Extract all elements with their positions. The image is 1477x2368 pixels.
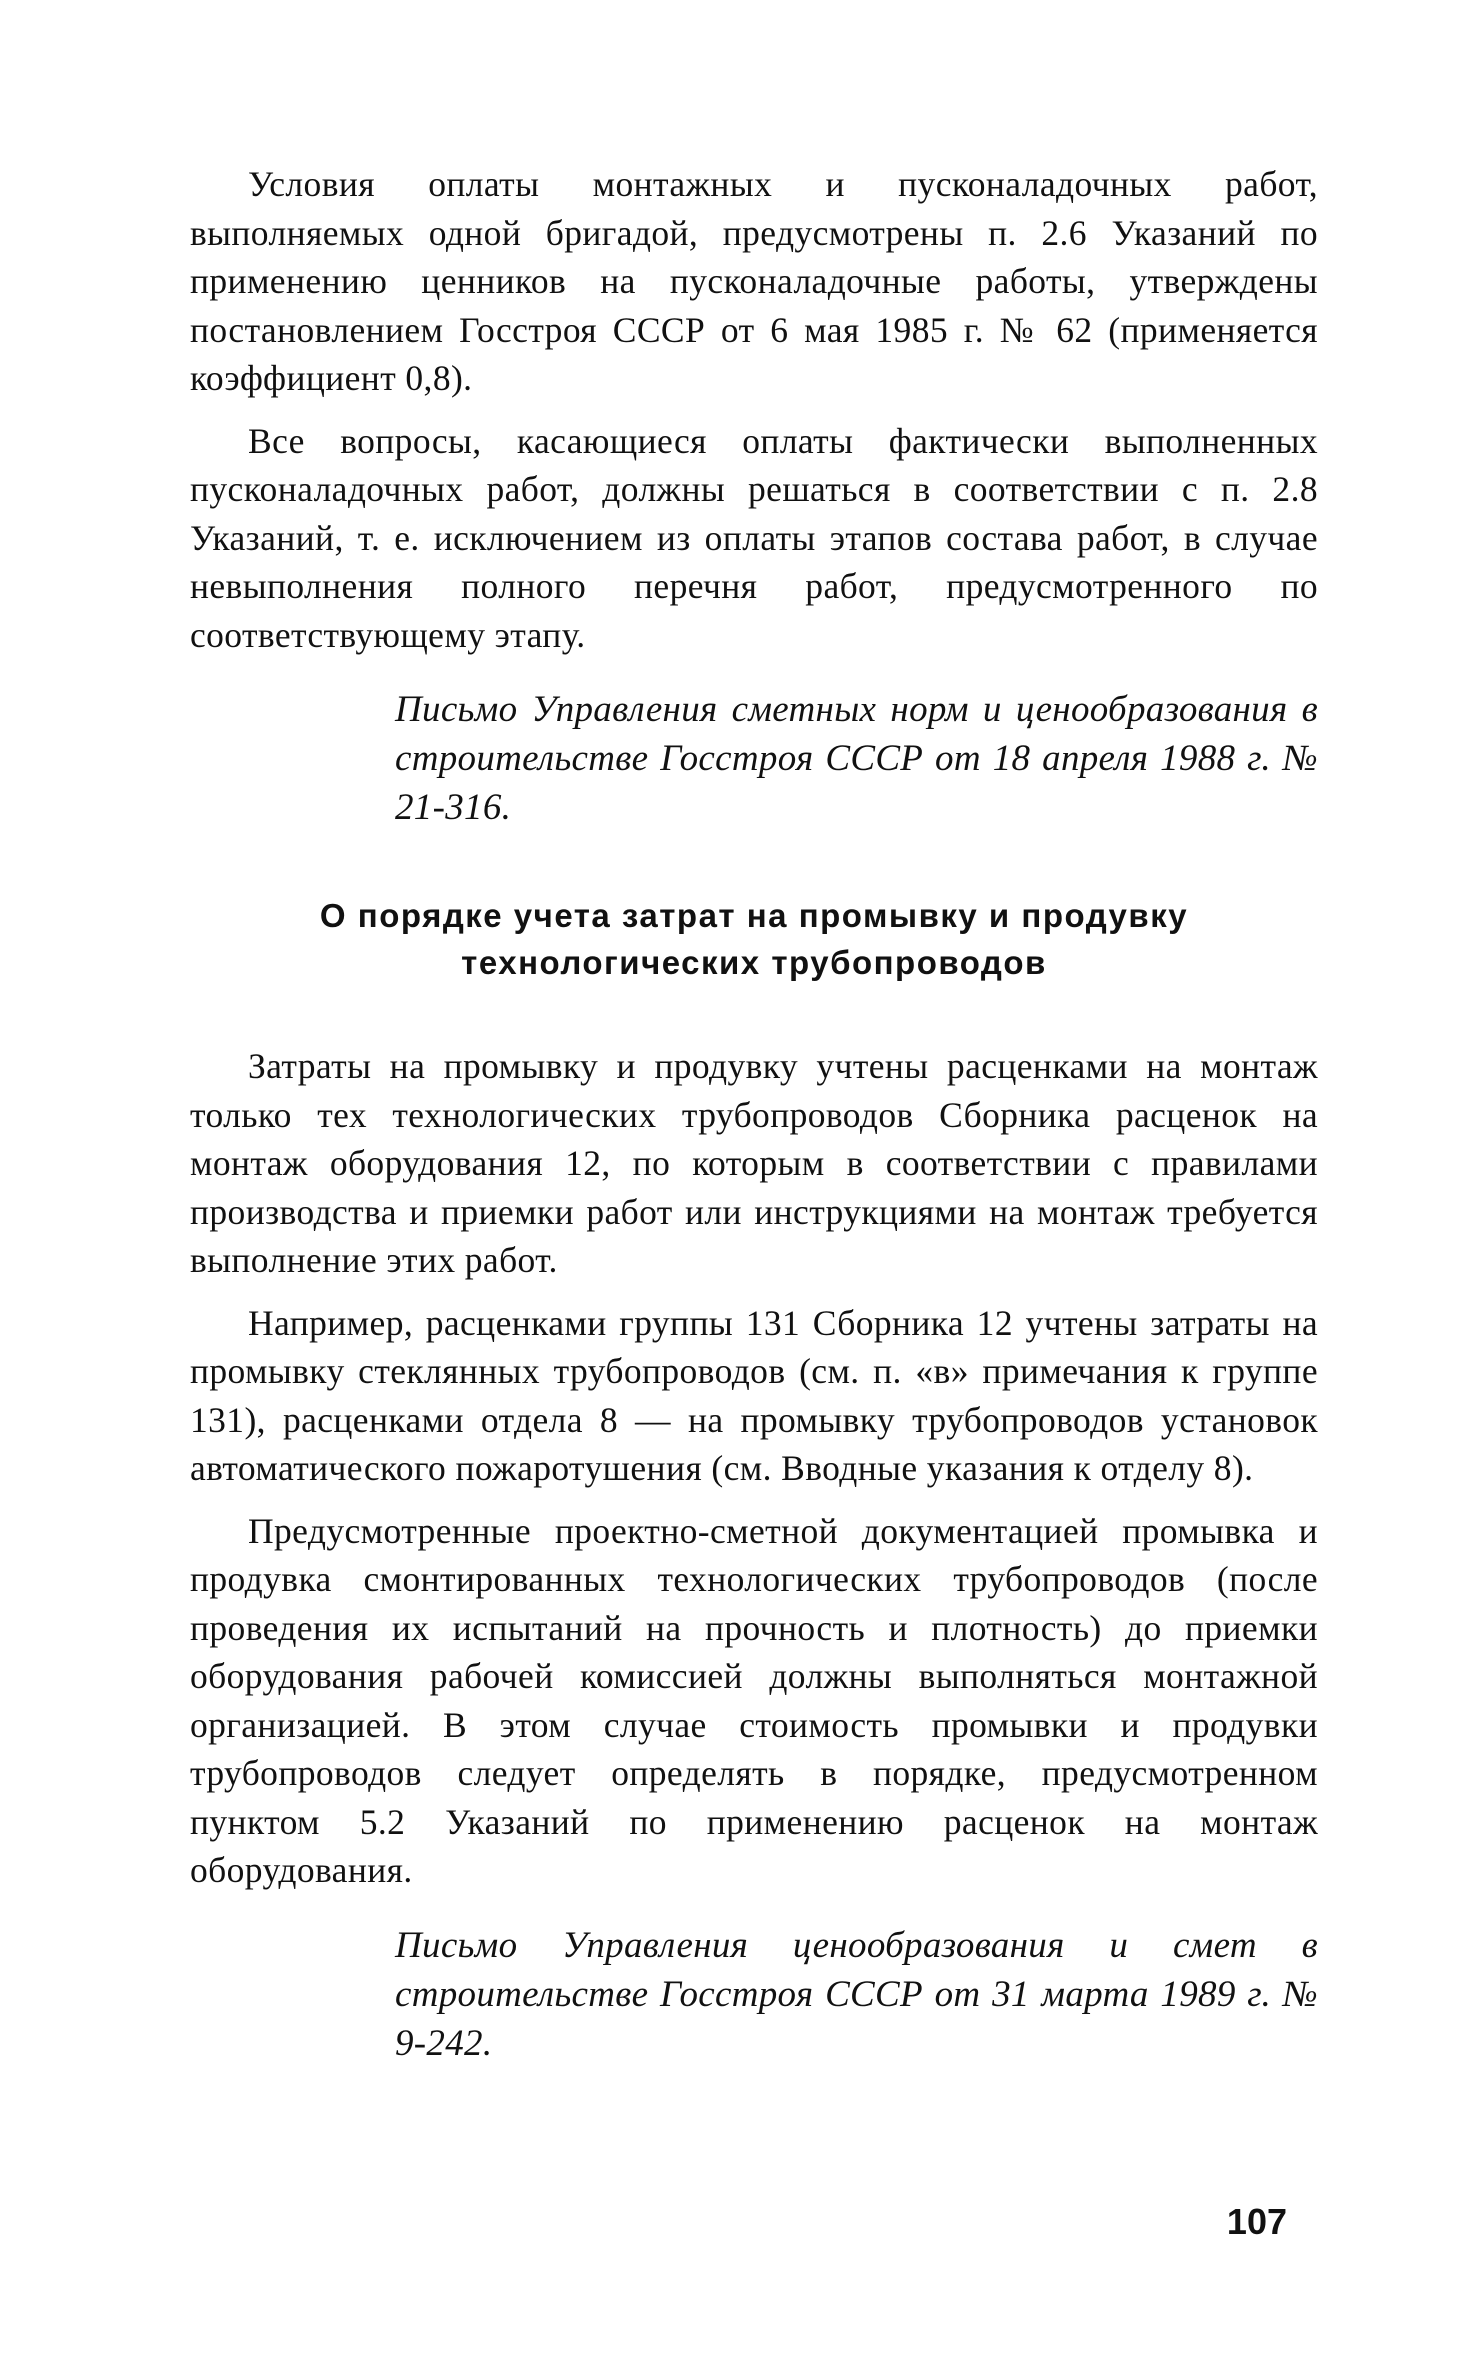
body-paragraph: Условия оплаты монтажных и пусконаладочных работ, выполняемых одной бригадой, предусмотрены п. 2.6 Указаний по применению ценников на пусконаладочные работы, утверждены постановлением Госстроя СССР от 6 мая 1985 г. № 62 (применяется коэффициент 0,8). (190, 164, 1318, 398)
page-number: 107 (1226, 2201, 1287, 2242)
body-paragraph: Затраты на промывку и продувку учтены расценками на монтаж только тех технологических трубопроводов Сборника расценок на монтаж оборудования 12, по которым в соответствии с правилами производства и приемки работ или инструкциями на монтаж требуется выполнение этих работ. (190, 1046, 1318, 1280)
section-heading (190, 892, 1318, 986)
body-paragraph: Предусмотренные проектно-сметной документацией промывка и продувка смонтированных технологических трубопроводов (после проведения их испытаний на прочность и плотность) до приемки оборудования рабочей комиссией должны выполняться монтажной организацией. В этом случае стоимость промывки и продувки трубопроводов следует определять в порядке, предусмотренном пунктом 5.2 Указаний по применению расценок на монтаж оборудования. (190, 1510, 1318, 1890)
section-heading-line: О порядке учета затрат на промывку и продувку (319, 897, 1189, 934)
source-citation: Письмо Управления ценообразования и смет в строительстве Госстроя СССР от 31 марта 1989 г. № 9-242. (395, 1924, 1318, 2064)
section-flushing-costs (190, 892, 1318, 2068)
section-heading-line: технологических трубопроводов (461, 944, 1047, 981)
body-paragraph: Например, расценками группы 131 Сборника 12 учтены затраты на промывку стеклянных трубопроводов (см. п. «в» примечания к группе 131), расценками отдела 8 — на промывку трубопроводов установок автоматического пожаротушения (см. Вводные указания к отделу 8). (190, 1302, 1318, 1488)
body-paragraph: Все вопросы, касающиеся оплаты фактически выполненных пусконаладочных работ, должны решаться в соответствии с п. 2.8 Указаний, т. е. исключением из оплаты этапов состава работ, в случае невыполнения полного перечня работ, предусмотренного по соответствующему этапу. (190, 420, 1318, 655)
section-payment-conditions (190, 160, 1318, 832)
document-page (190, 160, 1318, 2310)
source-citation: Письмо Управления сметных норм и ценообразования в строительстве Госстроя СССР от 18 апреля 1988 г. № 21-316. (395, 689, 1318, 828)
